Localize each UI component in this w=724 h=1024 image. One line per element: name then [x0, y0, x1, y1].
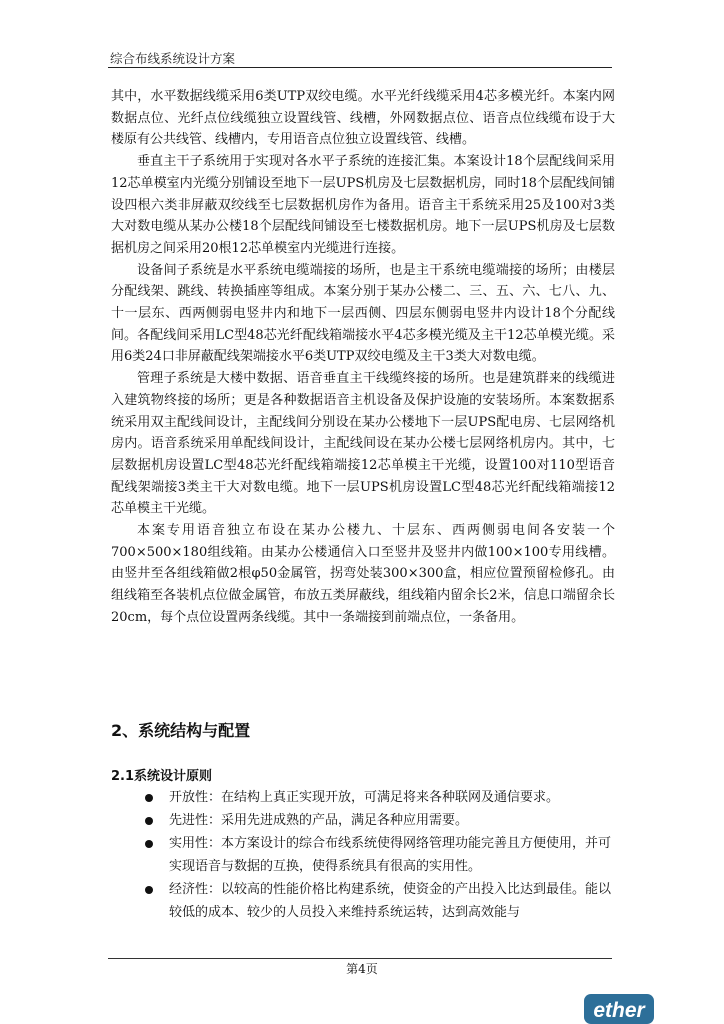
bullet-icon	[145, 794, 153, 802]
list-item	[142, 878, 612, 924]
footer-rule	[108, 958, 612, 959]
header-title: 综合布线系统设计方案	[110, 51, 236, 66]
paragraph-backbone-subsystem: 垂直主干子系统用于实现对各水平子系统的连接汇集。本案设计18个层配线间采用12芯单模室内光缆分别铺设至地下一层UPS机房及七层数据机房，同时18个层配线间铺设四根六类非屏蔽双绞线至七层数据机房作为备用。语音主干系统采用25及100对3类大对数电缆从某办公楼18个层配线间铺设至七楼数据机房。地下一层UPS机房及七层数据机房之间采用20根12芯单模室内光缆进行连接。	[111, 154, 615, 256]
list-item	[142, 786, 612, 809]
principle-advanced: 先进性：采用先进成熟的产品，满足各种应用需要。	[169, 813, 469, 828]
document-body	[111, 86, 615, 629]
design-principles-list	[142, 786, 612, 924]
header-rule	[108, 67, 612, 68]
list-item	[142, 832, 612, 878]
paragraph-equipment-room: 设备间子系统是水平系统电缆端接的场所，也是主干系统电缆端接的场所；由楼层分配线架、跳线、转换插座等组成。本案分别于某办公楼二、三、五、六、七八、九、十一层东、西两侧弱电竖井内和地下一层西侧、四层东侧弱电竖井内设计18个分配线间。各配线间采用LC型48芯光纤配线箱端接水平4芯多模光缆及主干12芯单模光缆。采用6类24口非屏蔽配线架端接水平6类UTP双绞电缆及主干3类大对数电缆。	[111, 262, 615, 365]
principle-economic: 经济性：以较高的性能价格比构建系统，使资金的产出投入比达到最佳。能以较低的成本、较少的人员投入来维持系统运转，达到高效能与	[169, 882, 612, 920]
ether-logo	[584, 990, 654, 1024]
page-number: 第4页	[346, 962, 378, 976]
subsection-heading: 2.1系统设计原则	[111, 769, 213, 784]
logo-text: ether	[593, 999, 645, 1022]
principle-openness: 开放性：在结构上真正实现开放，可满足将来各种联网及通信要求。	[169, 790, 560, 805]
list-item	[142, 809, 612, 832]
section-heading: 2、系统结构与配置	[111, 721, 251, 740]
paragraph-administration-subsystem: 管理子系统是大楼中数据、语音垂直主干线缆终接的场所。也是建筑群来的线缆进入建筑物终接的场所；更是各种数据语音主机设备及保护设施的安装场所。本案数据系统采用双主配线间设计，主配线间分别设在某办公楼地下一层UPS配电房、七层网络机房内。语音系统采用单配线间设计，主配线间设在某办公楼七层网络机房内。其中，七层数据机房设置LC型48芯光纤配线箱端接12芯单模主干光缆，设置100对110型语音配线架端接3类主干大对数电缆。地下一层UPS机房设置LC型48芯光纤配线箱端接12芯单模主干光缆。	[111, 371, 615, 517]
bullet-icon	[145, 840, 153, 848]
bullet-icon	[145, 817, 153, 825]
paragraph-horizontal-cabling: 其中，水平数据线缆采用6类UTP双绞电缆。水平光纤线缆采用4芯多模光纤。本案内网数据点位、光纤点位线缆独立设置线管、线槽，外网数据点位、语音点位线缆布设于大楼原有公共线管、线槽内，专用语音点位独立设置线管、线槽。	[111, 89, 615, 148]
paragraph-voice-cabling: 本案专用语音独立布设在某办公楼九、十层东、西两侧弱电间各安装一个700×500×180组线箱。由某办公楼通信入口至竖井及竖井内做100×100专用线槽。由竖井至各组线箱做2根φ50金属管，拐弯处装300×300盒，相应位置预留检修孔。由组线箱至各装机点位做金属管，布放五类屏蔽线，组线箱内留余长2米，信息口端留余长20cm，每个点位设置两条线缆。其中一条端接到前端点位，一条备用。	[111, 523, 615, 625]
principle-practical: 实用性：本方案设计的综合布线系统使得网络管理功能完善且方便使用，并可实现语音与数据的互换，使得系统具有很高的实用性。	[169, 836, 612, 874]
bullet-icon	[145, 886, 153, 894]
